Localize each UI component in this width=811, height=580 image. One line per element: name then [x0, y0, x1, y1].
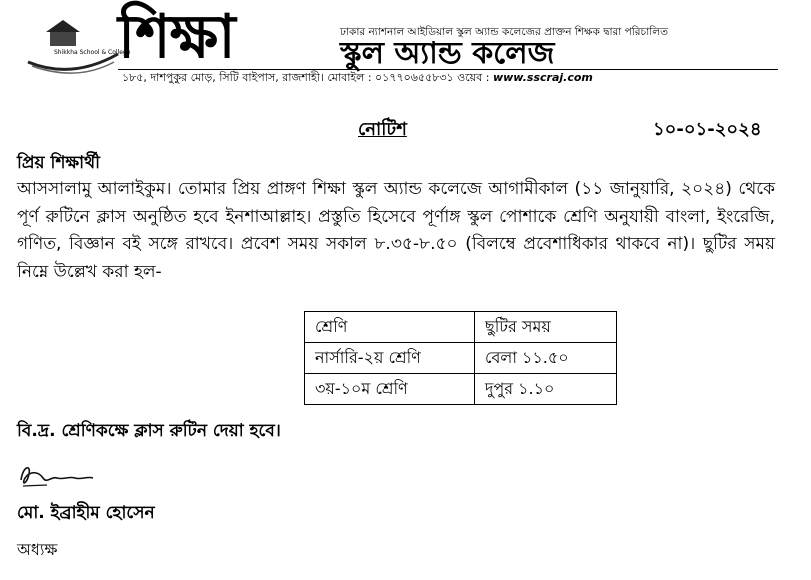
table-row	[305, 343, 617, 374]
salutation: প্রিয় শিক্ষার্থী	[17, 153, 100, 173]
signature-image	[17, 458, 97, 492]
table-cell: বেলা ১১.৫০	[475, 343, 617, 374]
school-logo	[22, 10, 131, 78]
website-link[interactable]: www.sscraj.com	[492, 71, 593, 84]
table-header-cell: ছুটির সময়	[475, 312, 617, 343]
notice-date: ১০-০১-২০২৪	[653, 119, 762, 140]
brand-name: শিক্ষা	[118, 2, 235, 72]
table-row	[305, 374, 617, 405]
table-header-row	[305, 312, 617, 343]
nota-bene: বি.দ্র. শ্রেণিকক্ষে ক্লাস রুটিন দেয়া হবে।	[17, 421, 281, 441]
table-cell: নার্সারি-২য় শ্রেণি	[305, 343, 475, 374]
table-header-cell: শ্রেণি	[305, 312, 475, 343]
brand-subtitle: স্কুল অ্যান্ড কলেজ	[340, 36, 555, 71]
dismissal-time-table	[304, 311, 617, 405]
signer-title: অধ্যক্ষ	[17, 540, 58, 559]
tagline: ঢাকার ন্যাশনাল আইডিয়াল স্কুল অ্যান্ড কলেজের প্রাক্তন শিক্ষক দ্বারা পরিচালিত	[340, 26, 668, 38]
signer-name: মো. ইব্রাহীম হোসেন	[17, 503, 155, 523]
contact-info: ১৮৫, দাশপুকুর মোড়, সিটি বাইপাস, রাজশাহী। মোবাইল : ০১৭৭০৬৫৫৮৩১ ওয়েব :	[122, 71, 490, 84]
logo-text: Shikkha School & College	[54, 49, 131, 56]
notice-body: আসসালামু আলাইকুম। তোমার প্রিয় প্রাঙ্গণ শিক্ষা স্কুল অ্যান্ড কলেজে আগামীকাল (১১ জানুয়ারি, ২০২৪) থেকে পূর্ণ রুটিনে ক্লাস অনুষ্ঠিত হবে ইনশাআল্লাহ। প্রস্তুতি হিসেবে পূর্ণাঙ্গ স্কুল পোশাকে শ্রেণি অনুযায়ী বাংলা, ইংরেজি, গণিত, বিজ্ঞান বই সঙ্গে রাখবে। প্রবেশ সময় সকাল ৮.৩৫-৮.৫০ (বিলম্বে প্রবেশাধিকার থাকবে না)। ছুটির সময় নিম্নে উল্লেখ করা হল-	[17, 179, 775, 282]
contact-bar	[118, 69, 778, 86]
notice-title: নোটিশ	[358, 119, 407, 140]
table-cell: ৩য়-১০ম শ্রেণি	[305, 374, 475, 405]
table-cell: দুপুর ১.১০	[475, 374, 617, 405]
